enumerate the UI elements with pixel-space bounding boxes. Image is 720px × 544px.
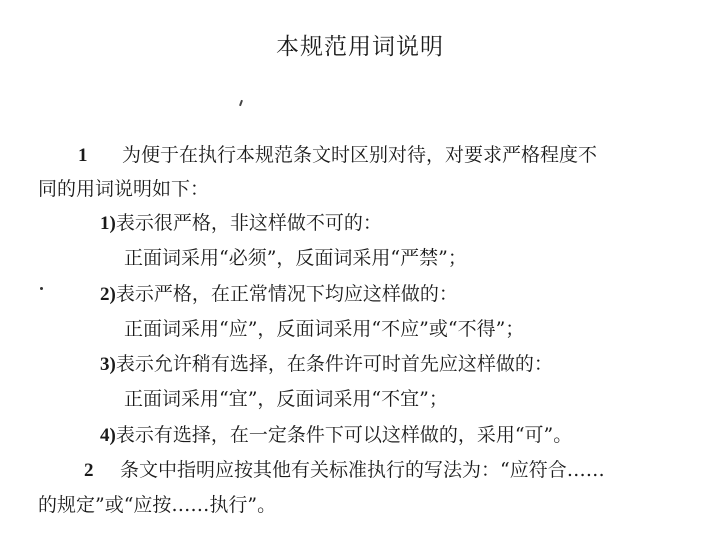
item-text: 表示很严格，非这样做不可的： xyxy=(115,212,382,234)
clause-2-line-1 xyxy=(84,458,605,483)
clause-2-text-continued: 的规定”或“应按……执行”。 xyxy=(38,494,277,516)
list-item xyxy=(100,423,572,448)
item-marker: 1) xyxy=(100,213,116,234)
clause-1-line-2 xyxy=(38,177,209,201)
clause-1-line-1 xyxy=(78,143,597,168)
item-text: 表示有选择，在一定条件下可以这样做的，采用“可”。 xyxy=(115,424,573,446)
list-item-detail xyxy=(124,387,448,411)
item-text: 表示允许稍有选择，在条件许可时首先应这样做的： xyxy=(115,353,553,375)
item-text: 表示严格，在正常情况下均应这样做的： xyxy=(115,283,458,305)
clause-2-number: 2 xyxy=(84,460,94,481)
item-detail-text: 正面词采用“宜”，反面词采用“不宜”； xyxy=(124,388,448,410)
clause-1-number: 1 xyxy=(78,145,88,166)
item-marker: 2) xyxy=(100,284,116,305)
clause-2-text: 条文中指明应按其他有关标准执行的写法为：“应符合…… xyxy=(120,459,605,481)
item-detail-text: 正面词采用“应”，反面词采用“不应”或“不得”； xyxy=(124,318,525,340)
page-title: 本规范用词说明 xyxy=(276,34,444,60)
list-item xyxy=(100,211,382,236)
item-marker: 3) xyxy=(100,354,116,375)
scan-speck xyxy=(40,287,43,290)
list-item-detail xyxy=(124,317,524,341)
clause-1-text: 为便于在执行本规范条文时区别对待，对要求严格程度不 xyxy=(122,144,598,166)
item-detail-text: 正面词采用“必须”，反面词采用“严禁”； xyxy=(124,247,467,269)
list-item-detail xyxy=(124,246,467,270)
clause-1-text-continued: 同的用词说明如下： xyxy=(38,178,210,200)
item-marker: 4) xyxy=(100,425,116,446)
list-item xyxy=(100,282,458,307)
list-item xyxy=(100,352,553,377)
clause-2-line-2 xyxy=(38,493,276,517)
scan-speck xyxy=(239,100,243,106)
